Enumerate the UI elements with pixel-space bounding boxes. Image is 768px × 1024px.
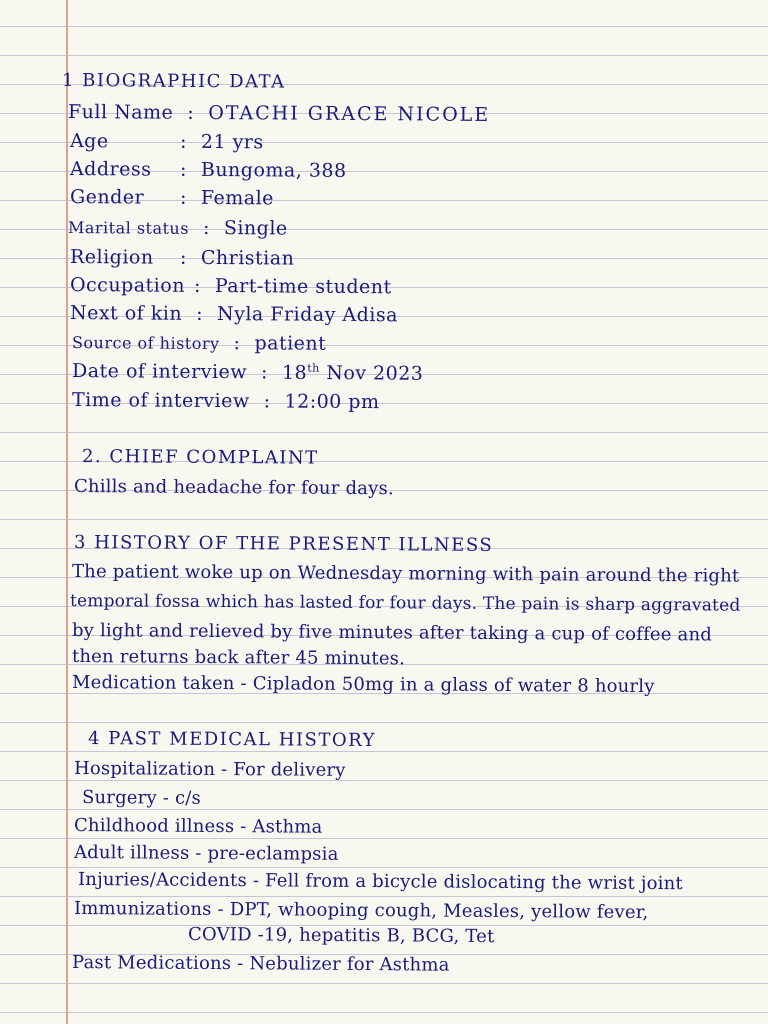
- past-medical-line: Surgery - c/s: [81, 787, 202, 809]
- field-label: Religion: [69, 246, 154, 269]
- field-gender: [70, 186, 274, 209]
- field-address: [70, 158, 347, 182]
- date-suffix: th: [307, 361, 320, 375]
- section-heading-biographic: 1 BIOGRAPHIC DATA: [61, 70, 286, 93]
- field-value: [282, 361, 424, 384]
- margin-line: [66, 0, 68, 1024]
- present-illness-line: by light and relieved by five minutes after taking a cup of coffee and: [71, 620, 713, 646]
- field-label: Address: [69, 158, 152, 181]
- date-day: 18: [281, 361, 308, 384]
- field-label: Time of interview: [71, 389, 250, 413]
- field-label: Age: [69, 130, 109, 153]
- field-value: OTACHI GRACE NICOLE: [208, 101, 491, 126]
- past-medical-line: Childhood illness - Asthma: [73, 815, 323, 838]
- field-label: Full Name: [67, 101, 174, 124]
- date-rest: Nov 2023: [326, 362, 424, 385]
- present-illness-line: temporal fossa which has lasted for four days. The pain is sharp aggravated: [69, 591, 741, 616]
- section-heading-present-illness: 3 HISTORY OF THE PRESENT ILLNESS: [73, 532, 494, 556]
- section-heading-past-medical: 4 PAST MEDICAL HISTORY: [87, 728, 377, 752]
- field-value: patient: [254, 332, 327, 355]
- field-value: 21 yrs: [200, 130, 264, 154]
- field-separator: :: [179, 186, 187, 209]
- field-next-of-kin: [70, 302, 398, 326]
- field-separator: :: [179, 130, 187, 153]
- field-label: Date of interview: [71, 360, 248, 384]
- field-label: Source of history: [71, 333, 220, 354]
- past-medical-line: Injuries/Accidents - Fell from a bicycle dislocating the wrist joint: [77, 869, 683, 895]
- field-separator: :: [193, 274, 201, 297]
- field-marital-status: [68, 216, 288, 240]
- field-age: [70, 130, 264, 153]
- field-separator: :: [179, 158, 187, 181]
- field-value: 12:00 pm: [284, 390, 380, 414]
- field-date-of-interview: [72, 360, 424, 385]
- field-value: Christian: [200, 246, 295, 270]
- field-value: Nyla Friday Adisa: [216, 303, 399, 327]
- field-separator: :: [233, 332, 241, 355]
- field-value: Single: [223, 217, 288, 240]
- field-value: Bungoma, 388: [200, 158, 347, 182]
- section-heading-chief-complaint: 2. CHIEF COMPLAINT: [81, 446, 319, 469]
- past-medical-line: Hospitalization - For delivery: [73, 758, 346, 781]
- past-medical-line: Immunizations - DPT, whooping cough, Measles, yellow fever,: [73, 898, 649, 924]
- past-medical-line: Adult illness - pre-eclampsia: [73, 842, 339, 865]
- field-religion: [70, 246, 295, 270]
- field-label: Gender: [69, 186, 145, 209]
- past-medical-line: Past Medications - Nebulizer for Asthma: [71, 952, 450, 976]
- field-label: Occupation: [69, 274, 186, 297]
- field-separator: :: [187, 101, 195, 124]
- field-full-name: [68, 101, 490, 126]
- present-illness-line: The patient woke up on Wednesday morning with pain around the right: [71, 561, 740, 587]
- field-value: Part-time student: [214, 275, 392, 299]
- present-illness-line: then returns back after 45 minutes.: [71, 646, 406, 670]
- medication-taken: Medication taken - Cipladon 50mg in a glass of water 8 hourly: [71, 672, 655, 698]
- past-medical-line: COVID -19, hepatitis B, BCG, Tet: [187, 924, 495, 948]
- field-occupation: [70, 274, 392, 298]
- field-time-of-interview: [72, 389, 380, 413]
- field-separator: :: [196, 302, 204, 325]
- field-separator: :: [202, 216, 210, 239]
- field-separator: :: [179, 246, 187, 269]
- field-separator: :: [263, 390, 271, 413]
- chief-complaint-text: Chills and headache for four days.: [73, 476, 394, 500]
- field-value: Female: [200, 186, 275, 210]
- field-source-of-history: [72, 331, 326, 355]
- field-separator: :: [261, 361, 269, 384]
- field-label: Marital status: [67, 218, 190, 238]
- field-label: Next of kin: [69, 302, 183, 325]
